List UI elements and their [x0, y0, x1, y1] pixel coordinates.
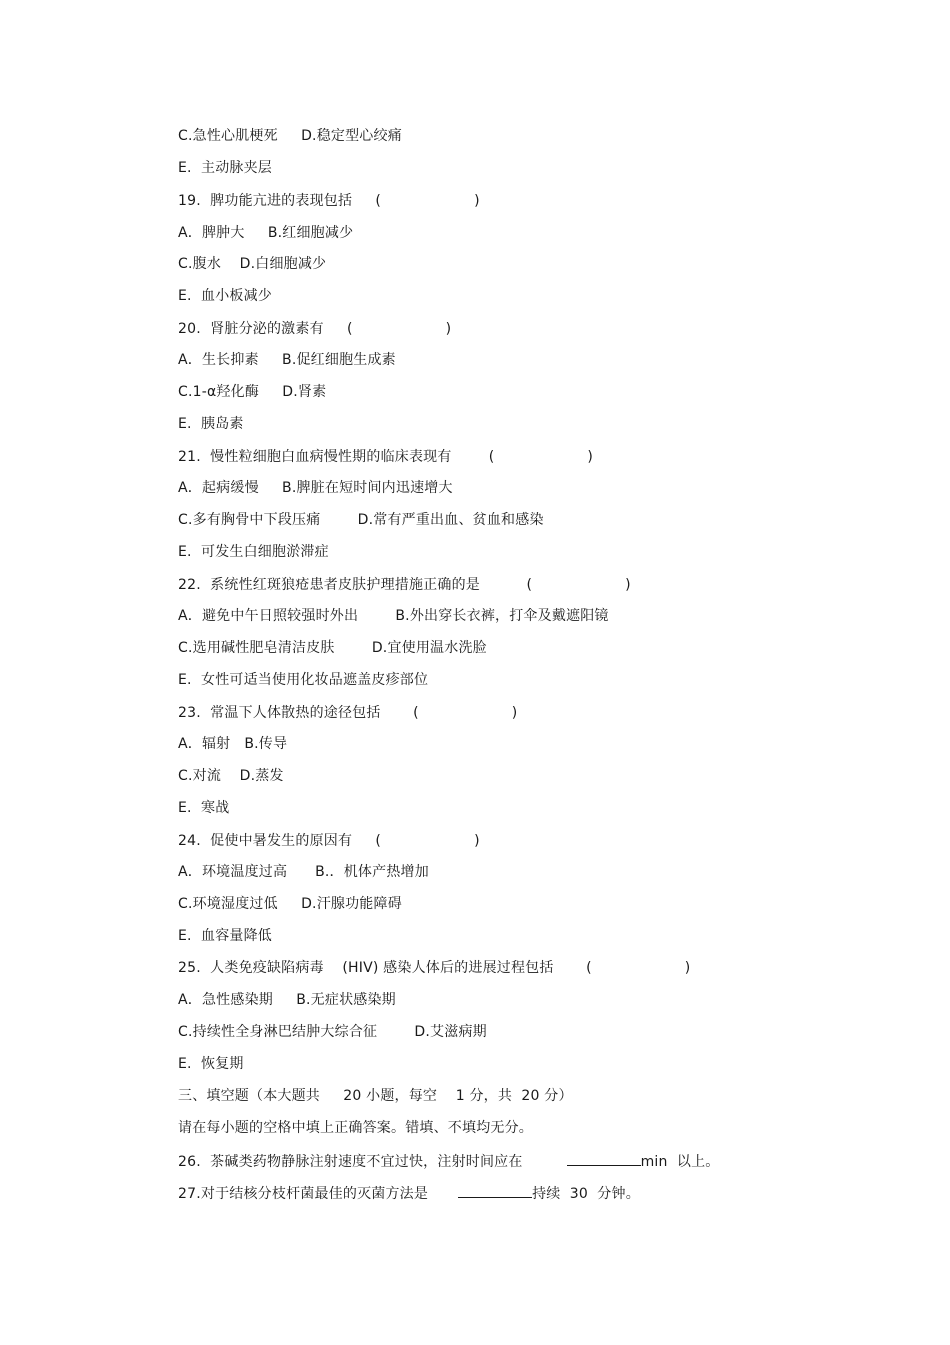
- text-line: E. 恢复期: [178, 1056, 244, 1072]
- text-line: C.持续性全身淋巴结肿大综合征 D.艾滋病期: [178, 1024, 487, 1040]
- text-line: 20. 肾脏分泌的激素有 ( ): [178, 321, 452, 337]
- question-27-suffix: 持续 30 分钟。: [532, 1186, 640, 1202]
- text-line: A．起病缓慢 B.脾脏在短时间内迅速增大: [178, 480, 453, 496]
- question-27: [178, 1183, 640, 1203]
- text-line: C.选用碱性肥皂清洁皮肤 D.宜使用温水洗脸: [178, 640, 487, 656]
- question-27-text: 27.对于结核分枝杆菌最佳的灭菌方法是: [178, 1186, 429, 1202]
- text-line: 21. 慢性粒细胞白血病慢性期的临床表现有 ( ): [178, 449, 594, 465]
- text-line: C.腹水 D.白细胞减少: [178, 256, 327, 272]
- section-instruction: 请在每小题的空格中填上正确答案。错填、不填均无分。: [178, 1120, 533, 1136]
- text-line: 22. 系统性红斑狼疮患者皮肤护理措施正确的是 ( ): [178, 577, 631, 593]
- text-line: A．避免中午日照较强时外出 B.外出穿长衣裤，打伞及戴遮阳镜: [178, 608, 609, 624]
- text-line: A．辐射 B.传导: [178, 736, 288, 752]
- text-line: E. 主动脉夹层: [178, 160, 272, 176]
- text-line: E. 血容量降低: [178, 928, 272, 944]
- text-line: C.对流 D.蒸发: [178, 768, 284, 784]
- answer-blank-27[interactable]: [458, 1183, 532, 1198]
- question-26: [178, 1151, 719, 1171]
- text-line: C.多有胸骨中下段压痛 D.常有严重出血、贫血和感染: [178, 512, 544, 528]
- text-line: C.急性心肌梗死 D.稳定型心绞痛: [178, 128, 402, 144]
- text-line: 19. 脾功能亢进的表现包括 ( ): [178, 193, 480, 209]
- text-line: 24. 促使中暑发生的原因有 ( ): [178, 833, 480, 849]
- text-line: E. 可发生白细胞淤滞症: [178, 544, 329, 560]
- text-line: A．脾肿大 B.红细胞减少: [178, 225, 354, 241]
- text-line: 23. 常温下人体散热的途径包括 ( ): [178, 705, 518, 721]
- text-line: E. 寒战: [178, 800, 230, 816]
- text-line: E. 血小板减少: [178, 288, 272, 304]
- text-line: 25. 人类免疫缺陷病毒 (HIV) 感染人体后的进展过程包括 ( ): [178, 960, 691, 976]
- question-26-suffix: min 以上。: [640, 1154, 720, 1170]
- text-line: A．生长抑素 B.促红细胞生成素: [178, 352, 396, 368]
- text-line: C.环境湿度过低 D.汗腺功能障碍: [178, 896, 402, 912]
- text-line: E. 胰岛素: [178, 416, 244, 432]
- text-line: A．环境温度过高 B.．机体产热增加: [178, 864, 429, 880]
- answer-blank-26[interactable]: [567, 1151, 641, 1166]
- question-26-text: 26. 茶碱类药物静脉注射速度不宜过快，注射时间应在: [178, 1154, 523, 1170]
- text-line: C.1-α羟化酶 D.肾素: [178, 384, 327, 400]
- section-heading: 三、填空题（本大题共 20 小题，每空 1 分，共 20 分）: [178, 1088, 573, 1104]
- text-line: E. 女性可适当使用化妆品遮盖皮疹部位: [178, 672, 429, 688]
- text-line: A．急性感染期 B.无症状感染期: [178, 992, 396, 1008]
